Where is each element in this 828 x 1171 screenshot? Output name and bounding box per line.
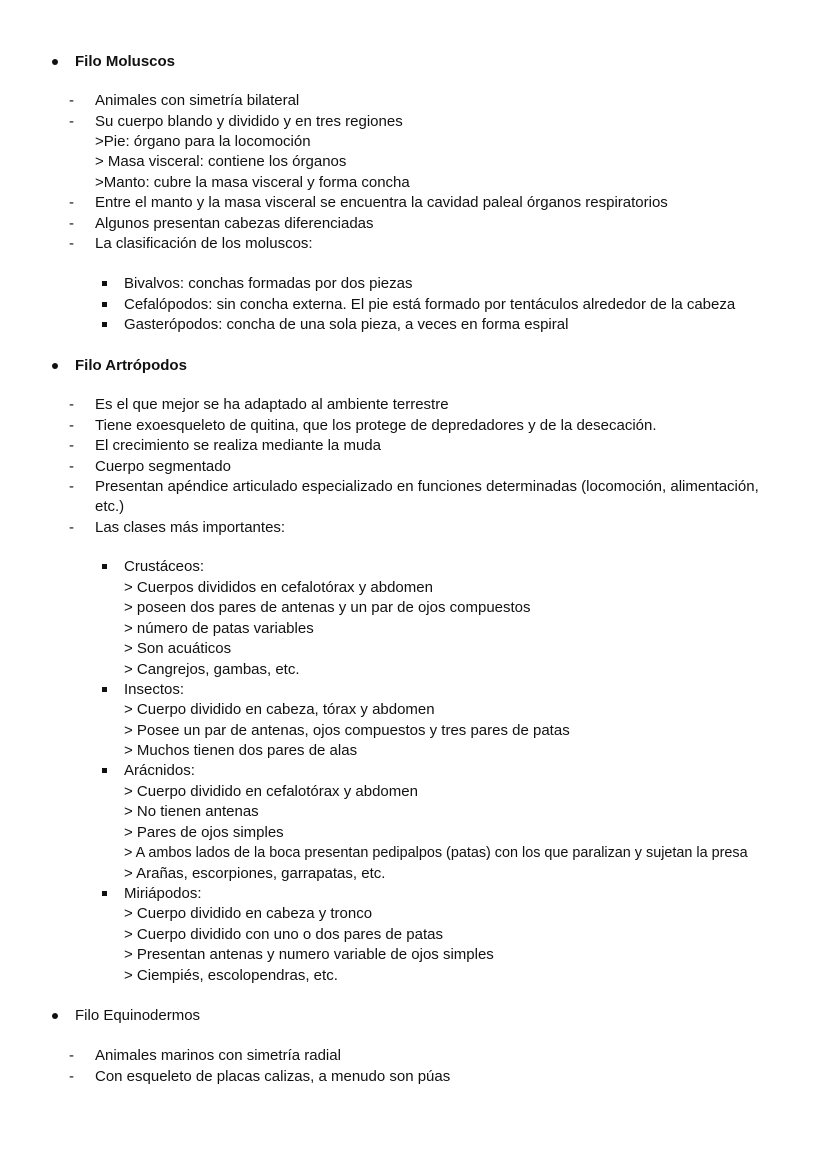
subitem-text: Miriápodos:	[124, 885, 202, 902]
dash-marker: -	[69, 194, 74, 211]
dash-marker: -	[69, 519, 74, 536]
square-bullet	[102, 322, 107, 327]
point-text: Animales marinos con simetría radial	[95, 1047, 341, 1064]
subitem-text: > Cuerpo dividido en cabeza y tronco	[124, 905, 373, 922]
point-text: El crecimiento se realiza mediante la muda	[95, 437, 381, 454]
bullet-dot	[52, 363, 58, 369]
subitem-text: Bivalvos: conchas formadas por dos piezas	[124, 275, 413, 292]
subitem-text: > Presentan antenas y numero variable de ojos simples	[124, 946, 494, 963]
subitem-text: > A ambos lados de la boca presentan pedipalpos (patas) con los que paralizan y sujetan la presa	[124, 845, 748, 861]
subitem-text: > Son acuáticos	[124, 640, 232, 657]
dash-marker: -	[69, 113, 74, 130]
dash-marker: -	[69, 235, 74, 252]
dash-marker: -	[69, 1047, 74, 1064]
point-text: La clasificación de los moluscos:	[95, 235, 313, 252]
point-text: Algunos presentan cabezas diferenciadas	[95, 215, 374, 232]
subitem-text: > Arañas, escorpiones, garrapatas, etc.	[124, 865, 386, 882]
subitem-text: Arácnidos:	[124, 762, 195, 779]
point-text: >Pie: órgano para la locomoción	[95, 133, 311, 150]
dash-marker: -	[69, 437, 74, 454]
dash-marker: -	[69, 396, 74, 413]
section-heading-moluscos: Filo Moluscos	[75, 53, 176, 70]
point-text: Con esqueleto de placas calizas, a menudo son púas	[95, 1068, 451, 1085]
subitem-text: Crustáceos:	[124, 558, 205, 575]
point-text: etc.)	[95, 498, 125, 515]
subitem-text: > Posee un par de antenas, ojos compuestos y tres pares de patas	[124, 722, 570, 739]
square-bullet	[102, 687, 107, 692]
subitem-text: > Cuerpo dividido con uno o dos pares de patas	[124, 926, 443, 943]
subitem-text: Cefalópodos: sin concha externa. El pie está formado por tentáculos alrededor de la cabeza	[124, 296, 736, 313]
subitem-text: > Cuerpo dividido en cefalotórax y abdomen	[124, 783, 418, 800]
dash-marker: -	[69, 1068, 74, 1085]
point-text: Entre el manto y la masa visceral se encuentra la cavidad paleal órganos respiratorios	[95, 194, 668, 211]
dash-marker: -	[69, 478, 74, 495]
subitem-text: > número de patas variables	[124, 620, 314, 637]
point-text: Su cuerpo blando y dividido y en tres regiones	[95, 113, 403, 130]
section-heading-equinodermos: Filo Equinodermos	[75, 1007, 201, 1024]
subitem-text: > Cuerpos divididos en cefalotórax y abdomen	[124, 579, 433, 596]
bullet-dot	[52, 59, 58, 65]
point-text: Es el que mejor se ha adaptado al ambiente terrestre	[95, 396, 449, 413]
dash-marker: -	[69, 215, 74, 232]
point-text: Las clases más importantes:	[95, 519, 286, 536]
subitem-text: > Ciempiés, escolopendras, etc.	[124, 967, 338, 984]
point-text: >Manto: cubre la masa visceral y forma concha	[95, 174, 410, 191]
square-bullet	[102, 302, 107, 307]
point-text: > Masa visceral: contiene los órganos	[95, 153, 347, 170]
square-bullet	[102, 768, 107, 773]
subitem-text: > Cuerpo dividido en cabeza, tórax y abdomen	[124, 701, 435, 718]
point-text: Cuerpo segmentado	[95, 458, 231, 475]
dash-marker: -	[69, 458, 74, 475]
bullet-dot	[52, 1013, 58, 1019]
subitem-text: > Cangrejos, gambas, etc.	[124, 661, 300, 678]
dash-marker: -	[69, 417, 74, 434]
point-text: Tiene exoesqueleto de quitina, que los protege de depredadores y de la desecación.	[95, 417, 657, 434]
subitem-text: > Pares de ojos simples	[124, 824, 284, 841]
dash-marker: -	[69, 92, 74, 109]
square-bullet	[102, 891, 107, 896]
point-text: Animales con simetría bilateral	[95, 92, 300, 109]
subitem-text: > Muchos tienen dos pares de alas	[124, 742, 358, 759]
section-heading-artropodos: Filo Artrópodos	[75, 357, 187, 374]
subitem-text: > No tienen antenas	[124, 803, 259, 820]
point-text: Presentan apéndice articulado especializado en funciones determinadas (locomoción, alimentación,	[95, 478, 759, 495]
subitem-text: Insectos:	[124, 681, 185, 698]
subitem-text: Gasterópodos: concha de una sola pieza, a veces en forma espiral	[124, 316, 569, 333]
square-bullet	[102, 281, 107, 286]
square-bullet	[102, 564, 107, 569]
subitem-text: > poseen dos pares de antenas y un par de ojos compuestos	[124, 599, 531, 616]
